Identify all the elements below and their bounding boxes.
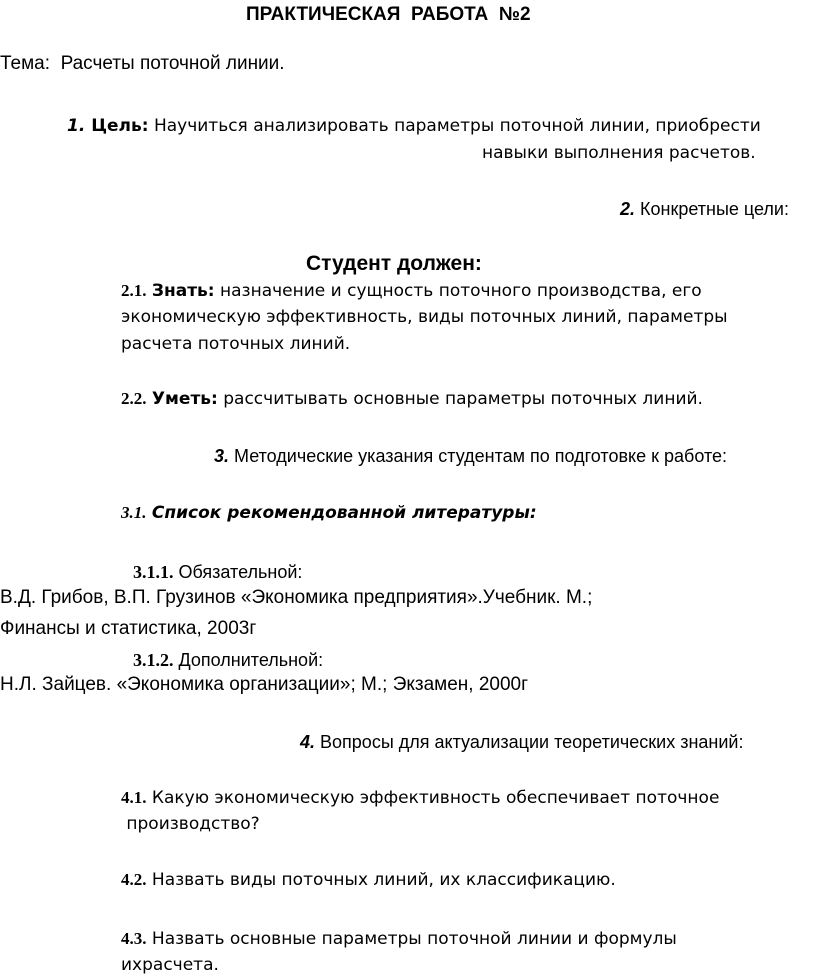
method-text: Методические указания студентам по подготовке к работе:	[234, 446, 727, 466]
literature-text: Список рекомендованной литературы:	[151, 503, 537, 523]
specific-number: 2.	[620, 199, 636, 219]
specific-text: Конкретные цели:	[640, 199, 789, 219]
mandatory-heading	[133, 563, 302, 581]
additional-ref-line-1: Н.Л. Зайцев. «Экономика организации»; М.; Экзамен, 2000г	[0, 674, 529, 695]
mandatory-ref-line-2: Финансы и статистика, 2003г	[0, 618, 257, 639]
student-heading: Студент должен:	[306, 252, 482, 275]
know-number: 2.1.	[121, 281, 147, 300]
goal-label: Цель:	[91, 116, 149, 136]
mandatory-label: Обязательной:	[178, 562, 303, 582]
know-text: назначение и сущность поточного производства, его	[220, 281, 702, 301]
can-text: рассчитывать основные параметры поточных линий.	[223, 389, 703, 409]
question-item-continuation: производство?	[121, 814, 260, 834]
goal-text: Научиться анализировать параметры поточной линии, приобрести	[153, 116, 761, 136]
know-line-1	[121, 282, 702, 300]
additional-heading	[133, 651, 323, 669]
specific-goals-heading	[620, 200, 789, 218]
goal-line-1	[67, 118, 761, 135]
page-title: ПРАКТИЧЕСКАЯ РАБОТА №2	[246, 4, 531, 25]
questions-heading	[300, 733, 743, 751]
question-item	[121, 789, 719, 807]
topic-line: Тема: Расчеты поточной линии.	[0, 53, 285, 74]
literature-number: 3.1.	[121, 503, 147, 522]
mandatory-ref-line-1: В.Д. Грибов, В.П. Грузинов «Экономика предприятия».Учебник. М.;	[0, 587, 593, 608]
questions-number: 4.	[300, 732, 316, 752]
know-line-3: расчета поточных линий.	[121, 334, 351, 354]
question-number: 4.3.	[121, 929, 147, 948]
method-number: 3.	[214, 446, 230, 466]
goal-line-2: навыки выполнения расчетов.	[482, 143, 756, 163]
know-line-2: экономическую эффективность, виды поточных линий, параметры	[121, 307, 728, 327]
question-number: 4.2.	[121, 870, 147, 889]
question-item	[121, 930, 677, 948]
question-item	[121, 871, 616, 889]
can-label: Уметь:	[151, 389, 218, 409]
method-heading	[214, 447, 727, 465]
additional-label: Дополнительной:	[178, 650, 324, 670]
question-text: Какую экономическую эффективность обеспечивает поточное	[151, 788, 720, 808]
question-text: Назвать основные параметры поточной линии и формулы	[151, 929, 677, 949]
question-number: 4.1.	[121, 788, 147, 807]
can-number: 2.2.	[121, 389, 147, 408]
goal-number: 1.	[67, 116, 86, 136]
know-label: Знать:	[151, 281, 215, 301]
question-item-continuation: ихрасчета.	[121, 955, 219, 975]
additional-number: 3.1.2.	[133, 650, 174, 670]
question-text: Назвать виды поточных линий, их классификацию.	[151, 870, 616, 890]
literature-heading	[121, 504, 537, 522]
can-line	[121, 390, 703, 408]
questions-text: Вопросы для актуализации теоретических знаний:	[320, 732, 744, 752]
mandatory-number: 3.1.1.	[133, 562, 174, 582]
